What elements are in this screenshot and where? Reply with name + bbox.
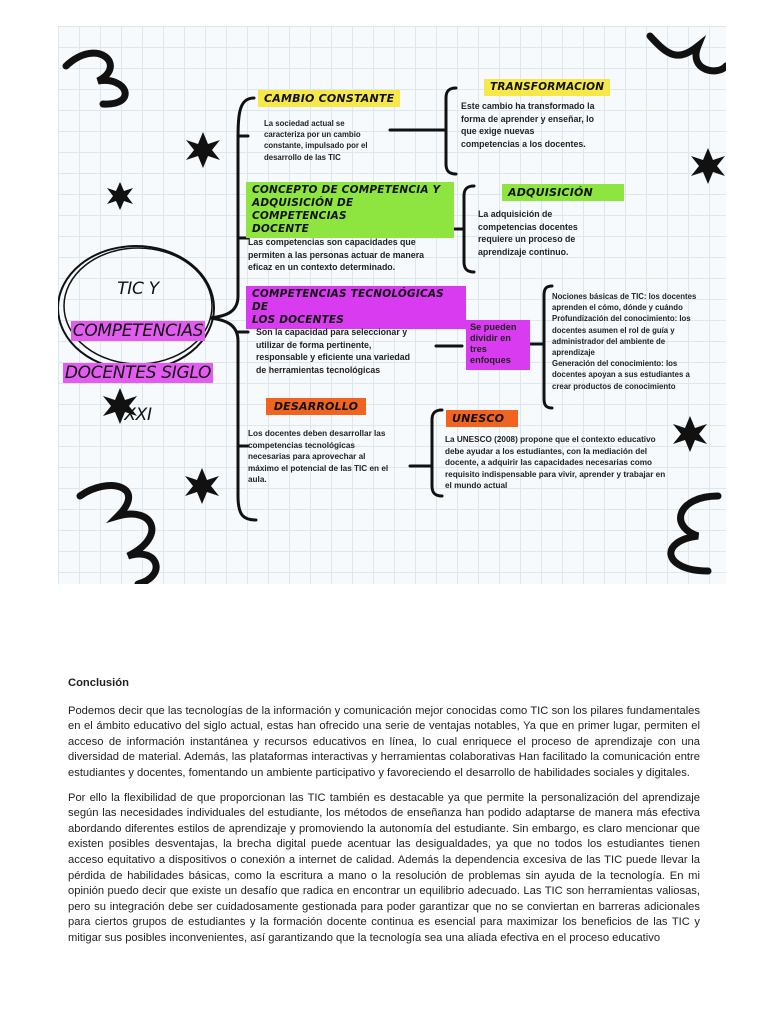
desarrollo-heading: DESARROLLO bbox=[266, 398, 366, 415]
transformacion-text: Este cambio ha transformado la forma de aprender y enseñar, lo que exige nuevas competencias a los docentes. bbox=[461, 101, 595, 149]
desarrollo-text: Los docentes deben desarrollar las competencias tecnológicas necesarias para aprovechar al máximo el potencial de las TIC en el aula. bbox=[248, 429, 389, 484]
concepto-competencia-heading: CONCEPTO DE COMPETENCIA Y ADQUISICIÓN DE COMPETENCIAS DOCENTE bbox=[246, 182, 454, 238]
unesco-text: La UNESCO (2008) propone que el contexto educativo debe ayudar a los estudiantes, con la mediación del docente, a adquirir las capacidades necesarias como requisito indispensable para vivir, aprender y trabajar en el mundo actual bbox=[445, 435, 666, 490]
document-body bbox=[68, 676, 700, 956]
adquisicion-text: La adquisición de competencias docentes requiere un proceso de aprendizaje continuo. bbox=[478, 209, 578, 257]
center-title: TIC Y COMPETENCIAS DOCENTES SIGLO XXI bbox=[64, 279, 212, 425]
enfoques-label: Se pueden dividir en tres enfoques bbox=[466, 320, 530, 370]
concepto-competencia-text: Las competencias son capacidades que permiten a las personas actuar de manera eficaz en un contexto determinado. bbox=[248, 237, 425, 272]
transformacion-heading: TRANSFORMACION bbox=[484, 79, 610, 96]
competencias-tecnologicas-heading: COMPETENCIAS TECNOLÓGICAS DE LOS DOCENTES bbox=[246, 286, 466, 329]
squiggle-top-right bbox=[650, 36, 726, 71]
enfoques-text: Nociones básicas de TIC: los docentes aprenden el cómo, dónde y cuándo Profundización del conocimiento: los docentes asumen el rol de guía y administrador del ambiente de aprendizaje Generación del conocimiento: los docentes apoyan a sus estudiantes a crear productos de conocimiento bbox=[552, 292, 697, 391]
paragraph: Podemos decir que las tecnologías de la información y comunicación mejor conocidas como TIC son los pilares fundamentales en el ámbito educativo del siglo actual, estas han ofrecido una serie de ventajas notables, Ya que en primer lugar, permiten el acceso de información instantánea y recursos educativos en línea, lo cual enriquece el proceso de aprendizaje con una diversidad de material. Además, las plataformas interactivas y herramientas colaborativas Han facilitado la comunicación entre estudiantes y docentes, fomentando un ambiente participativo y favoreciendo el desarrollo de habilidades sociales y digitales. bbox=[68, 704, 700, 779]
unesco-heading: UNESCO bbox=[446, 410, 518, 427]
paragraph: Por ello la flexibilidad de que proporcionan las TIC también es destacable ya que permite la personalización del aprendizaje según las necesidades individuales del estudiante, los métodos de enseñanza han podido adaptarse de manera más efectiva abordando diferentes estilos de aprendizaje y promoviendo la autonomía del estudiante. Sin embargo, es claro mencionar que existen posibles desventajas, la brecha digital puede acentuar las desigualdades, ya que no todos los estudiantes tienen acceso equitativo a dispositivos o conexión a internet de calidad. Además la dependencia excesiva de las TIC puede llevar la pérdida de habilidades básicas, como la escritura a mano o la resolución de problemas sin ayuda de la tecnología. En mi opinión puedo decir que existe un desafío que radica en encontrar un equilibrio adecuado. Las TIC son herramientas valiosas, pero su integración debe ser cuidadosamente gestionada para poder garantizar que no se conviertan en barreras adicionales para ciertos grupos de estudiantes y la formación docente continua es esencial para maximizar los beneficios de las TIC y mitigar sus posibles inconvenientes, así garantizando que la tecnología sea una aliada efectiva en el proceso educativo bbox=[68, 791, 700, 944]
adquisicion-heading: ADQUISICIÓN bbox=[502, 184, 624, 201]
squiggle-bottom-right bbox=[671, 496, 718, 571]
squiggle-bottom-left bbox=[80, 486, 156, 584]
competencias-tecnologicas-text: Son la capacidad para seleccionar y utilizar de forma pertinente, responsable y eficiente una variedad de herramientas tecnológicas bbox=[256, 327, 411, 375]
cambio-constante-heading: CAMBIO CONSTANTE bbox=[258, 90, 400, 107]
cambio-constante-text: La sociedad actual se caracteriza por un cambio constante, impulsado por el desarrollo de las TIC bbox=[264, 119, 368, 162]
conclusion-heading: Conclusión bbox=[68, 677, 129, 689]
mind-map-image bbox=[58, 26, 726, 584]
squiggle-top-left bbox=[66, 53, 125, 104]
